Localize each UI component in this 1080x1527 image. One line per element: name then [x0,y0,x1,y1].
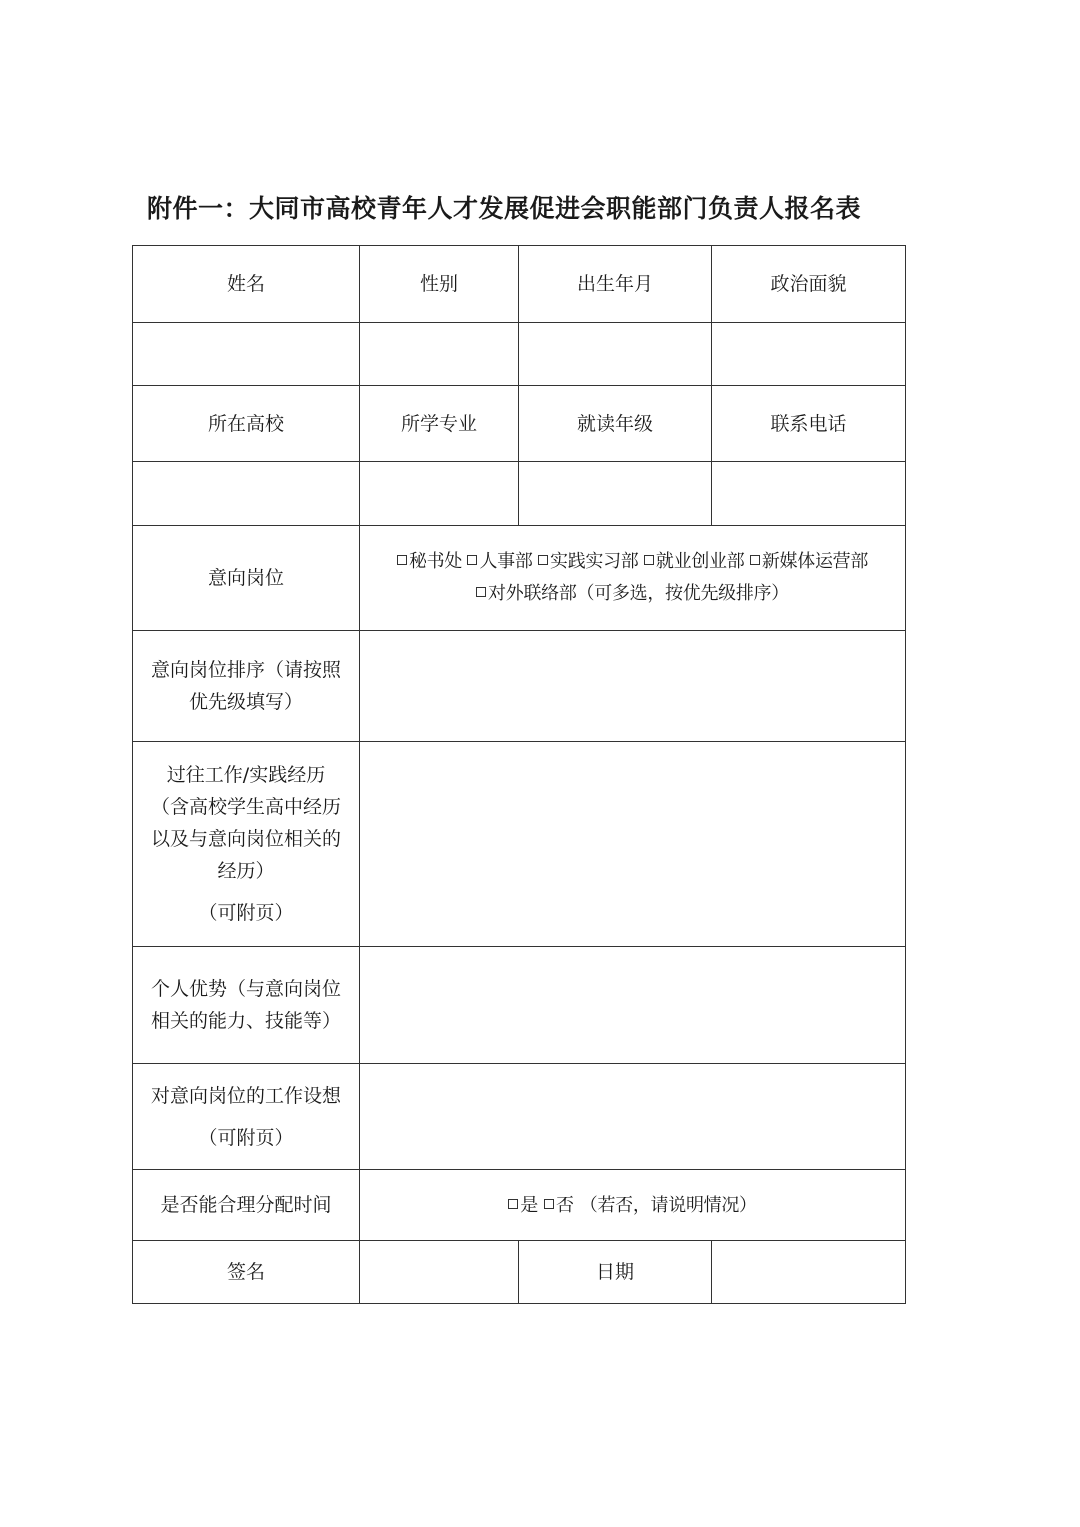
birth-date-label: 出生年月 [519,246,712,323]
advantages-label: 个人优势（与意向岗位 相关的能力、技能等） [133,947,360,1064]
time-note: （若否，请说明情况） [579,1194,757,1216]
option-yes[interactable]: 是 [508,1195,538,1216]
checkbox-icon[interactable] [538,555,548,565]
option-employment[interactable]: 就业创业部 [644,551,745,572]
header-row-school-info [133,386,906,462]
option-no[interactable]: 否 [544,1195,574,1216]
checkbox-icon[interactable] [508,1199,518,1209]
option-hr[interactable]: 人事部 [467,551,532,572]
checkbox-icon[interactable] [750,555,760,565]
work-plan-cell[interactable] [360,1064,906,1170]
time-allocation-row [133,1170,906,1241]
checkbox-icon[interactable] [397,555,407,565]
option-external-relations[interactable]: 对外联络部 [476,583,577,604]
political-status-label: 政治面貌 [712,246,906,323]
experience-label: 过往工作/实践经历 （含高校学生高中经历 以及与意向岗位相关的 经历） （可附页） [133,742,360,947]
gender-label: 性别 [360,246,519,323]
birth-date-cell[interactable] [519,323,712,386]
option-new-media[interactable]: 新媒体运营部 [750,551,868,572]
document-title: 附件一：大同市高校青年人才发展促进会职能部门负责人报名表 [147,194,862,223]
major-label: 所学专业 [360,386,519,462]
name-cell[interactable] [133,323,360,386]
input-row-school-info [133,462,906,526]
intent-note: （可多选，按优先级排序） [576,583,789,604]
signature-label: 签名 [133,1241,360,1304]
header-row-basic-info [133,246,906,323]
phone-label: 联系电话 [712,386,906,462]
experience-row [133,742,906,947]
intent-ranking-label: 意向岗位排序（请按照 优先级填写） [133,631,360,742]
intent-options-line-1 [366,546,899,578]
grade-label: 就读年级 [519,386,712,462]
major-cell[interactable] [360,462,519,526]
advantages-cell[interactable] [360,947,906,1064]
gender-cell[interactable] [360,323,519,386]
experience-cell[interactable] [360,742,906,947]
signature-cell[interactable] [360,1241,519,1304]
date-label: 日期 [519,1241,712,1304]
date-cell[interactable] [712,1241,906,1304]
intent-options-line-2 [366,578,899,610]
advantages-row [133,947,906,1064]
work-plan-label: 对意向岗位的工作设想 （可附页） [133,1064,360,1170]
intent-position-label: 意向岗位 [133,526,360,631]
checkbox-icon[interactable] [544,1199,554,1209]
input-row-basic-info [133,323,906,386]
option-practice[interactable]: 实践实习部 [538,551,639,572]
work-plan-row [133,1064,906,1170]
intent-ranking-cell[interactable] [360,631,906,742]
university-label: 所在高校 [133,386,360,462]
name-label: 姓名 [133,246,360,323]
political-status-cell[interactable] [712,323,906,386]
option-secretariat[interactable]: 秘书处 [397,551,462,572]
registration-form-table [132,245,906,1304]
time-allocation-label: 是否能合理分配时间 [133,1170,360,1241]
university-cell[interactable] [133,462,360,526]
intent-position-row [133,526,906,631]
checkbox-icon[interactable] [467,555,477,565]
phone-cell[interactable] [712,462,906,526]
time-allocation-options [360,1170,906,1241]
grade-cell[interactable] [519,462,712,526]
signature-row [133,1241,906,1304]
intent-position-options [360,526,906,631]
checkbox-icon[interactable] [644,555,654,565]
intent-ranking-row [133,631,906,742]
checkbox-icon[interactable] [476,587,486,597]
